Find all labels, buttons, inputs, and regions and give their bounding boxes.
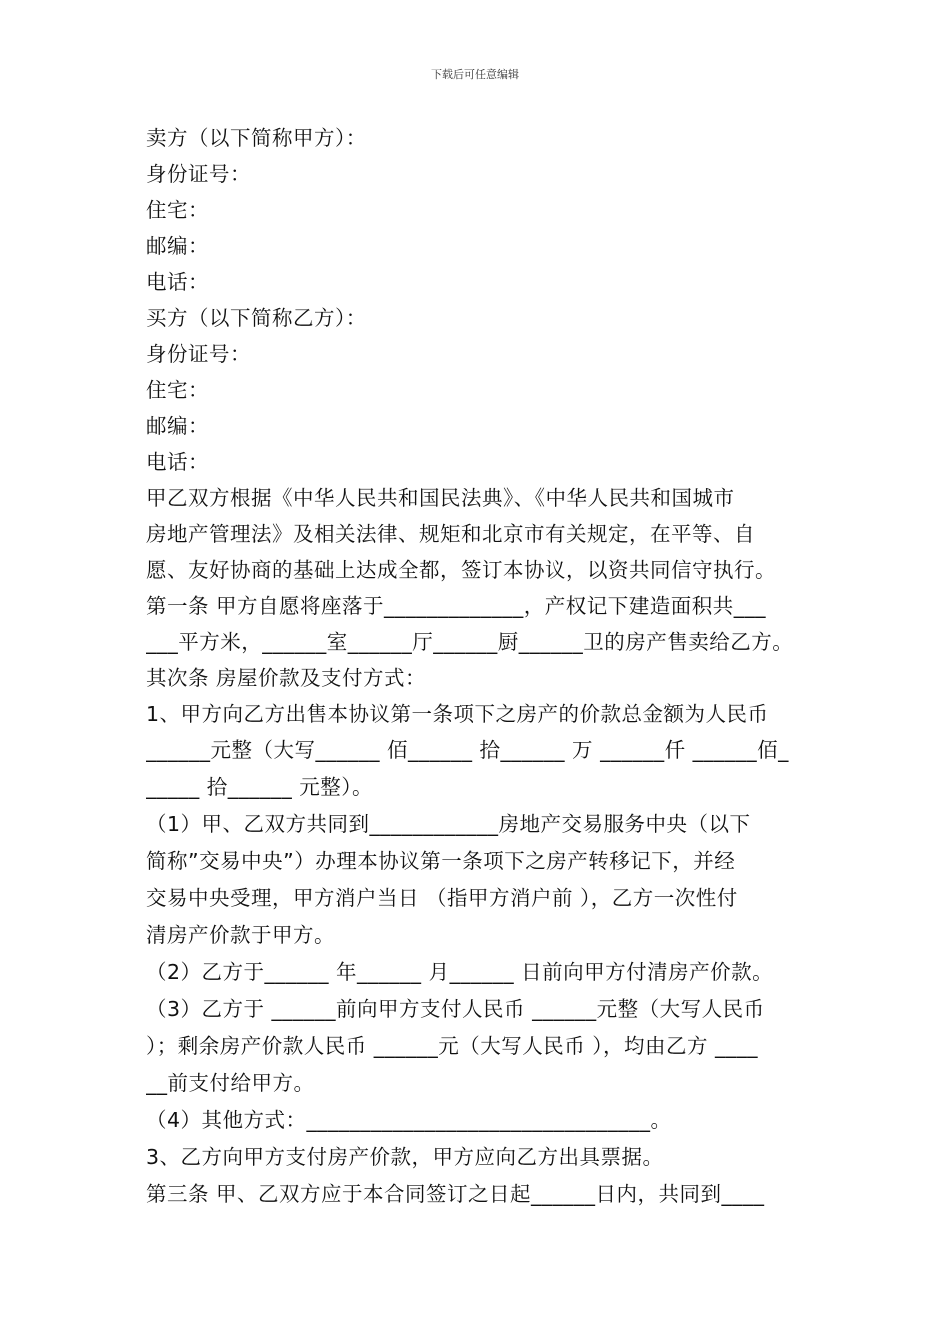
buyer-address-line: 住宅： <box>146 378 209 402</box>
preamble-line: 愿、友好协商的基础上达成全都，签订本协议，以资共同信守执行。 <box>146 558 776 582</box>
payment-option-1-line: 简称”交易中央”）办理本协议第一条项下之房产转移记下，并经 <box>146 849 736 873</box>
article-2-clause-3-line: 3、乙方向甲方支付房产价款，甲方应向乙方出具票据。 <box>146 1145 664 1169</box>
payment-option-3-line: ）；剩余房产价款人民币 ______元（大写人民币 ），均由乙方 ____ <box>146 1034 759 1058</box>
article-2-title: 其次条 房屋价款及支付方式： <box>146 666 427 690</box>
buyer-id-line: 身份证号： <box>146 342 251 366</box>
payment-option-4-line: （4）其他方式：________________________________。 <box>146 1108 672 1132</box>
buyer-postcode-line: 邮编： <box>146 414 209 438</box>
payment-option-1-line: （1）甲、乙双方共同到____________房地产交易服务中央（以下 <box>146 812 751 836</box>
seller-address-line: 住宅： <box>146 198 209 222</box>
preamble-line: 甲乙双方根据《中华人民共和国民法典》、《中华人民共和国城市 <box>146 486 735 510</box>
buyer-name-line: 买方（以下简称乙方）： <box>146 306 367 330</box>
seller-id-line: 身份证号： <box>146 162 251 186</box>
article-2-clause-1-line: 1、甲方向乙方出售本协议第一条项下之房产的价款总金额为人民币 <box>146 702 769 726</box>
buyer-phone-line: 电话： <box>146 450 209 474</box>
payment-option-3-line: （3）乙方于 ______前向甲方支付人民币 ______元整（大写人民币 <box>146 997 765 1021</box>
payment-option-1-line: 清房产价款于甲方。 <box>146 923 335 947</box>
article-1-line: ___平方米，______室______厅______厨______卫的房产售卖给乙方。 <box>146 630 794 654</box>
seller-phone-line: 电话： <box>146 270 209 294</box>
seller-postcode-line: 邮编： <box>146 234 209 258</box>
article-3-line: 第三条 甲、乙双方应于本合同签订之日起______日内，共同到____ <box>146 1182 765 1206</box>
article-1-line: 第一条 甲方自愿将座落于_____________，产权记下建造面积共___ <box>146 594 767 618</box>
payment-option-2-line: （2）乙方于______ 年______ 月______ 日前向甲方付清房产价款。 <box>146 960 774 984</box>
article-2-clause-1-line: _____ 拾______ 元整）。 <box>146 775 374 799</box>
contract-body <box>146 120 826 1213</box>
seller-name-line: 卖方（以下简称甲方）： <box>146 126 367 150</box>
payment-option-1-line: 交易中央受理，甲方消户当日 （指甲方消户前 ），乙方一次性付 <box>146 886 738 910</box>
page-header-note: 下载后可任意编辑 <box>431 68 519 81</box>
preamble-line: 房地产管理法》及相关法律、规矩和北京市有关规定，在平等、自 <box>146 522 755 546</box>
article-2-clause-1-line: ______元整（大写______ 佰______ 拾______ 万 ______仟 ______佰_ <box>146 738 789 762</box>
payment-option-3-line: __前支付给甲方。 <box>146 1071 315 1095</box>
